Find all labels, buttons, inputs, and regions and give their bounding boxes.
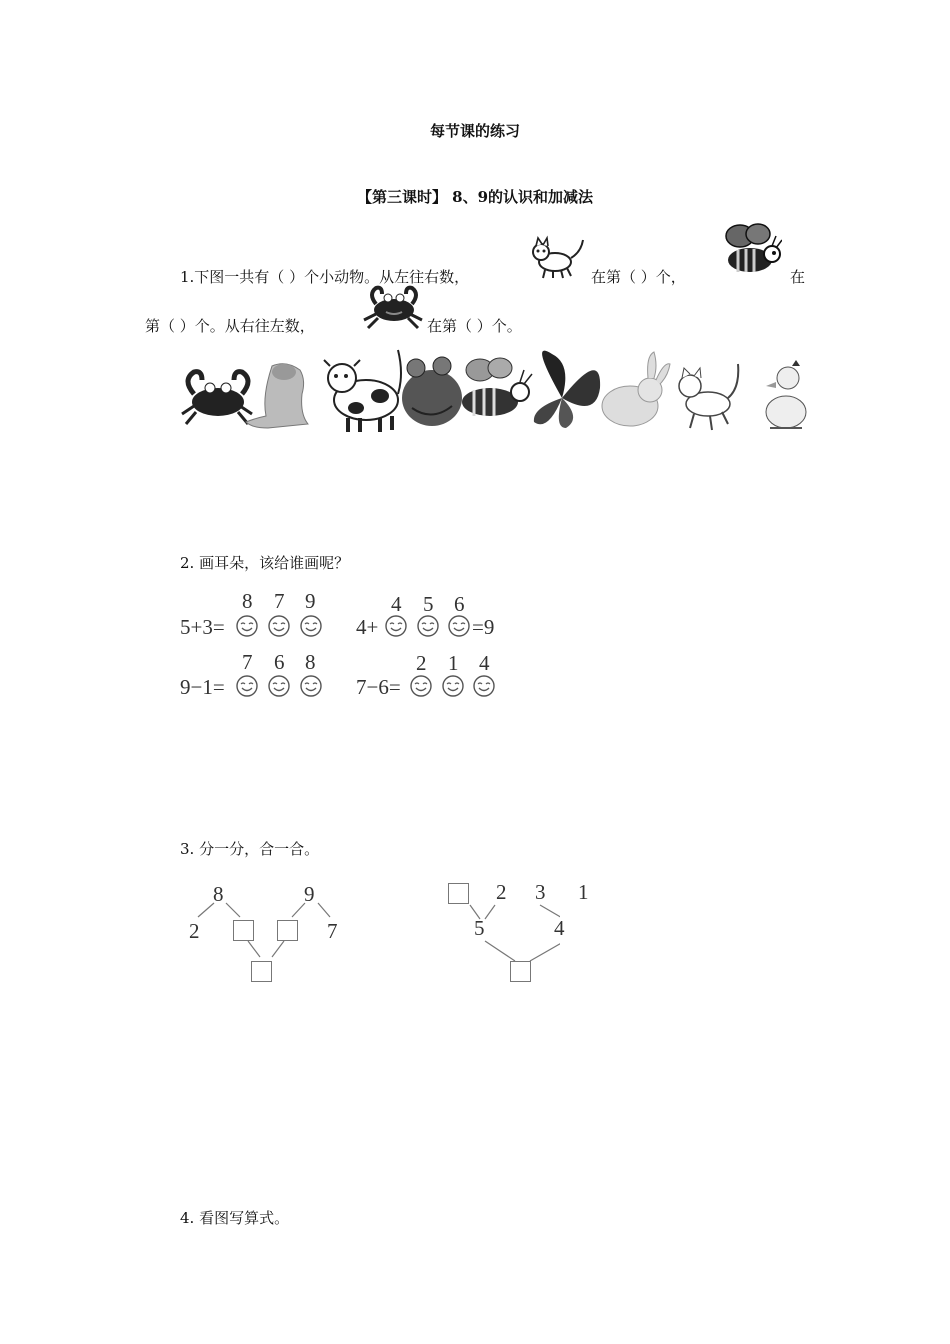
smiley-face-icon[interactable] (442, 675, 464, 697)
cat-icon (679, 364, 738, 430)
q1-text-e: 在第（ ）个。 (427, 317, 522, 335)
cat-icon (527, 232, 587, 280)
expr-5-plus-3: 5+3= (180, 615, 225, 639)
q3-label: 3. 分一分，合一合。 (180, 840, 320, 858)
seal-icon (246, 364, 308, 428)
q1-text-a: 1.下图一共有（ ）个小动物。从左往右数， (180, 268, 470, 286)
q1-text-b: 在第（ ）个， (591, 268, 686, 286)
smiley-face-icon[interactable] (410, 675, 432, 697)
option-label: 7 (274, 589, 285, 613)
expr-suffix: =9 (472, 615, 495, 639)
option-label: 6 (454, 592, 465, 616)
smiley-face-icon[interactable] (448, 615, 470, 637)
bond-number: 2 (189, 919, 200, 943)
bond-number: 5 (474, 916, 485, 940)
q1-text-d: 第（ ）个。从右往左数， (145, 317, 315, 335)
bond-number: 3 (535, 880, 546, 904)
option-label: 9 (305, 589, 316, 613)
frog-icon (402, 357, 462, 426)
option-label: 8 (242, 589, 253, 613)
option-label: 2 (416, 651, 427, 675)
option-label: 5 (423, 592, 434, 616)
smiley-face-icon[interactable] (417, 615, 439, 637)
q2-label: 2. 画耳朵，该给谁画呢？ (180, 554, 350, 572)
crab-icon-inline (362, 282, 426, 330)
bond-number: 7 (327, 919, 338, 943)
bond-number: 4 (554, 916, 565, 940)
smiley-face-icon[interactable] (473, 675, 495, 697)
butterfly-icon (534, 351, 600, 428)
option-label: 1 (448, 651, 459, 675)
smiley-face-icon[interactable] (236, 675, 258, 697)
bee-icon-inline (722, 222, 782, 280)
answer-box[interactable] (510, 961, 531, 982)
q1-text-c: 在 (790, 268, 806, 286)
cow-icon (324, 350, 401, 432)
option-label: 6 (274, 650, 285, 674)
lesson-subtitle: 【第三课时】 8、9的认识和加减法 (356, 188, 594, 206)
answer-box[interactable] (251, 961, 272, 982)
smiley-face-icon[interactable] (236, 615, 258, 637)
rabbit-icon (602, 352, 670, 426)
expr-4-plus: 4+ (356, 615, 379, 639)
duck-icon (766, 360, 806, 428)
bond-number: 9 (304, 882, 315, 906)
animal-row (180, 348, 810, 438)
page-title: 每节课的练习 (429, 122, 520, 140)
smiley-face-icon[interactable] (268, 675, 290, 697)
option-label: 4 (391, 592, 402, 616)
answer-box[interactable] (277, 920, 298, 941)
bond-number: 8 (213, 882, 224, 906)
option-label: 8 (305, 650, 316, 674)
smiley-face-icon[interactable] (268, 615, 290, 637)
answer-box[interactable] (448, 883, 469, 904)
q4-label: 4. 看图写算式。 (180, 1209, 290, 1227)
smiley-face-icon[interactable] (300, 675, 322, 697)
option-label: 7 (242, 650, 253, 674)
expr-7-minus-6: 7−6= (356, 675, 401, 699)
option-label: 4 (479, 651, 490, 675)
crab-icon (182, 372, 252, 424)
answer-box[interactable] (233, 920, 254, 941)
bond-number: 2 (496, 880, 507, 904)
bond-number: 1 (578, 880, 589, 904)
smiley-face-icon[interactable] (300, 615, 322, 637)
expr-9-minus-1: 9−1= (180, 675, 225, 699)
bee-icon (462, 358, 532, 416)
smiley-face-icon[interactable] (385, 615, 407, 637)
